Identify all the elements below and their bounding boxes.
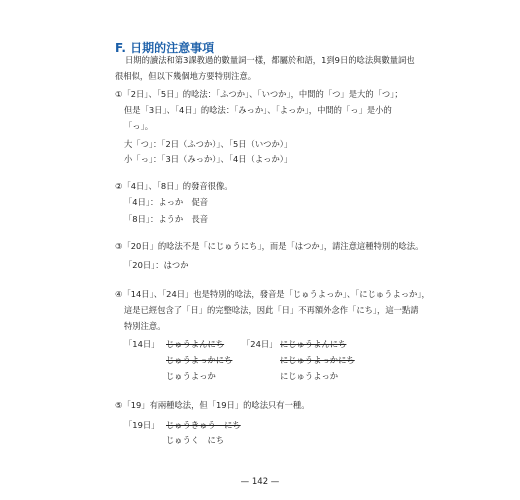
note4-line-1: ④「14日」、「24日」也是特別的唸法，發音是「じゅうよっか」、「にじゅうよっか」， [115, 289, 430, 299]
intro-line-2: 很相似，但以下幾個地方要特別注意。 [115, 71, 257, 81]
section-heading: F. 日期的注意事項 [115, 41, 215, 55]
note1-example-1: 大「つ」：「2日（ふつか）」、「5日（いつか）」 [124, 139, 293, 149]
note2-example-2: 「8日」：ようか 長音 [124, 214, 209, 224]
note4-right-label: 「24日」 [242, 339, 278, 349]
note3-example-1: 「20日」：はつか [124, 260, 189, 270]
note4-right-wrong-1: にじゅうよんにち [280, 339, 347, 349]
note4-line-2: 這是已經包含了「日」的完整唸法，因此「日」不再額外念作「にち」，這一點請 [124, 305, 419, 315]
note1-example-2: 小「っ」：「3日（みっか）」、「4日（よっか）」 [124, 154, 293, 164]
note5-correct: じゅうく にち [166, 435, 225, 445]
intro-line-1: 日期的讀法和第3課教過的數量詞一樣，都屬於和語，1到9日的唸法與數量詞也 [125, 55, 415, 65]
note4-left-wrong-1: じゅうよんにち [166, 339, 225, 349]
note1-line-3: 「っ」。 [124, 121, 154, 131]
note5-label: 「19日」 [124, 420, 160, 430]
page-number: — 142 — [240, 477, 280, 487]
note4-right-correct: にじゅうよっか [280, 371, 339, 381]
note5-wrong: じゅうきゅう にち [166, 420, 241, 430]
note2-example-1: 「4日」：よっか 促音 [124, 197, 209, 207]
note4-left-wrong-2: じゅうよっかにち [166, 355, 233, 365]
note4-right-wrong-2: にじゅうよっかにち [280, 355, 355, 365]
note3-line-1: ③「20日」的唸法不是「にじゅうにち」，而是「はつか」，請注意這種特別的唸法。 [115, 241, 424, 251]
note2-line-1: ②「4日」、「8日」的發音很像。 [115, 181, 233, 191]
note5-line-1: ⑤「19」有兩種唸法，但「19日」的唸法只有一種。 [115, 400, 310, 410]
note1-line-1: ①「2日」、「5日」的唸法：「ふつか」、「いつか」，中間的「つ」是大的「つ」； [115, 89, 403, 99]
note1-line-2: 但是「3日」、「4日」的唸法：「みっか」、「よっか」，中間的「っ」是小的 [124, 105, 392, 115]
note4-line-3: 特別注意。 [124, 321, 166, 331]
note4-left-label: 「14日」 [124, 339, 160, 349]
note4-left-correct: じゅうよっか [166, 371, 216, 381]
